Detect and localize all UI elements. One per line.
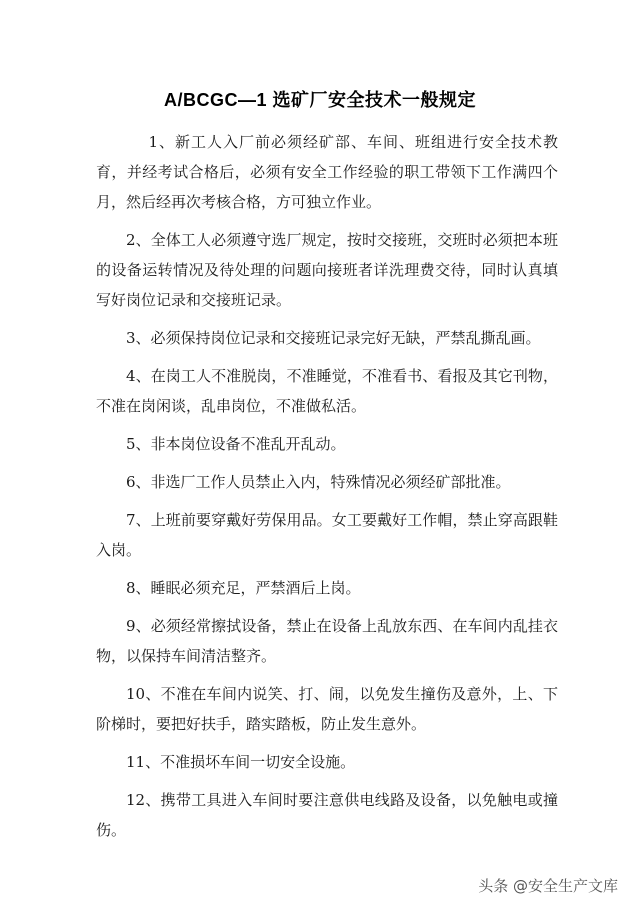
rule-paragraph-3: 3、必须保持岗位记录和交接班记录完好无缺，严禁乱撕乱画。 (126, 329, 541, 347)
rule-paragraph-11: 11、不准损坏车间一切安全设施。 (126, 753, 356, 771)
document-body (96, 127, 558, 853)
rule-paragraph-1: 1、新工人入厂前必须经矿部、车间、班组进行安全技术教育，并经考试合格后，必须有安全工作经验的职工带领下工作满四个月，然后经再次考核合格，方可独立作业。 (96, 133, 558, 211)
rule-paragraph-10: 10、不准在车间内说笑、打、闹，以免发生撞伤及意外，上、下阶梯时，要把好扶手，踏实踏板，防止发生意外。 (96, 685, 558, 733)
source-watermark (478, 875, 618, 896)
watermark-text: 头条 @安全生产文库 (478, 877, 618, 895)
document-title: A/BCGC—1 选矿厂安全技术一般规定 (163, 90, 476, 110)
rule-paragraph-4: 4、在岗工人不准脱岗，不准睡觉，不准看书、看报及其它刊物，不准在岗闲谈，乱串岗位，不准做私活。 (96, 367, 558, 415)
rule-paragraph-8: 8、睡眠必须充足，严禁酒后上岗。 (126, 579, 361, 597)
rule-paragraph-7: 7、上班前要穿戴好劳保用品。女工要戴好工作帽，禁止穿高跟鞋入岗。 (96, 511, 558, 559)
rule-paragraph-12: 12、携带工具进入车间时要注意供电线路及设备，以免触电或撞伤。 (96, 791, 558, 839)
rule-paragraph-6: 6、非选厂工作人员禁止入内，特殊情况必须经矿部批准。 (126, 473, 511, 491)
rule-paragraph-5: 5、非本岗位设备不准乱开乱动。 (126, 435, 346, 453)
rule-paragraph-9: 9、必须经常擦拭设备，禁止在设备上乱放东西、在车间内乱挂衣物，以保持车间清洁整齐。 (96, 617, 558, 665)
rule-paragraph-2: 2、全体工人必须遵守选厂规定，按时交接班，交班时必须把本班的设备运转情况及待处理的问题向接班者详洗理费交待，同时认真填写好岗位记录和交接班记录。 (96, 231, 558, 309)
